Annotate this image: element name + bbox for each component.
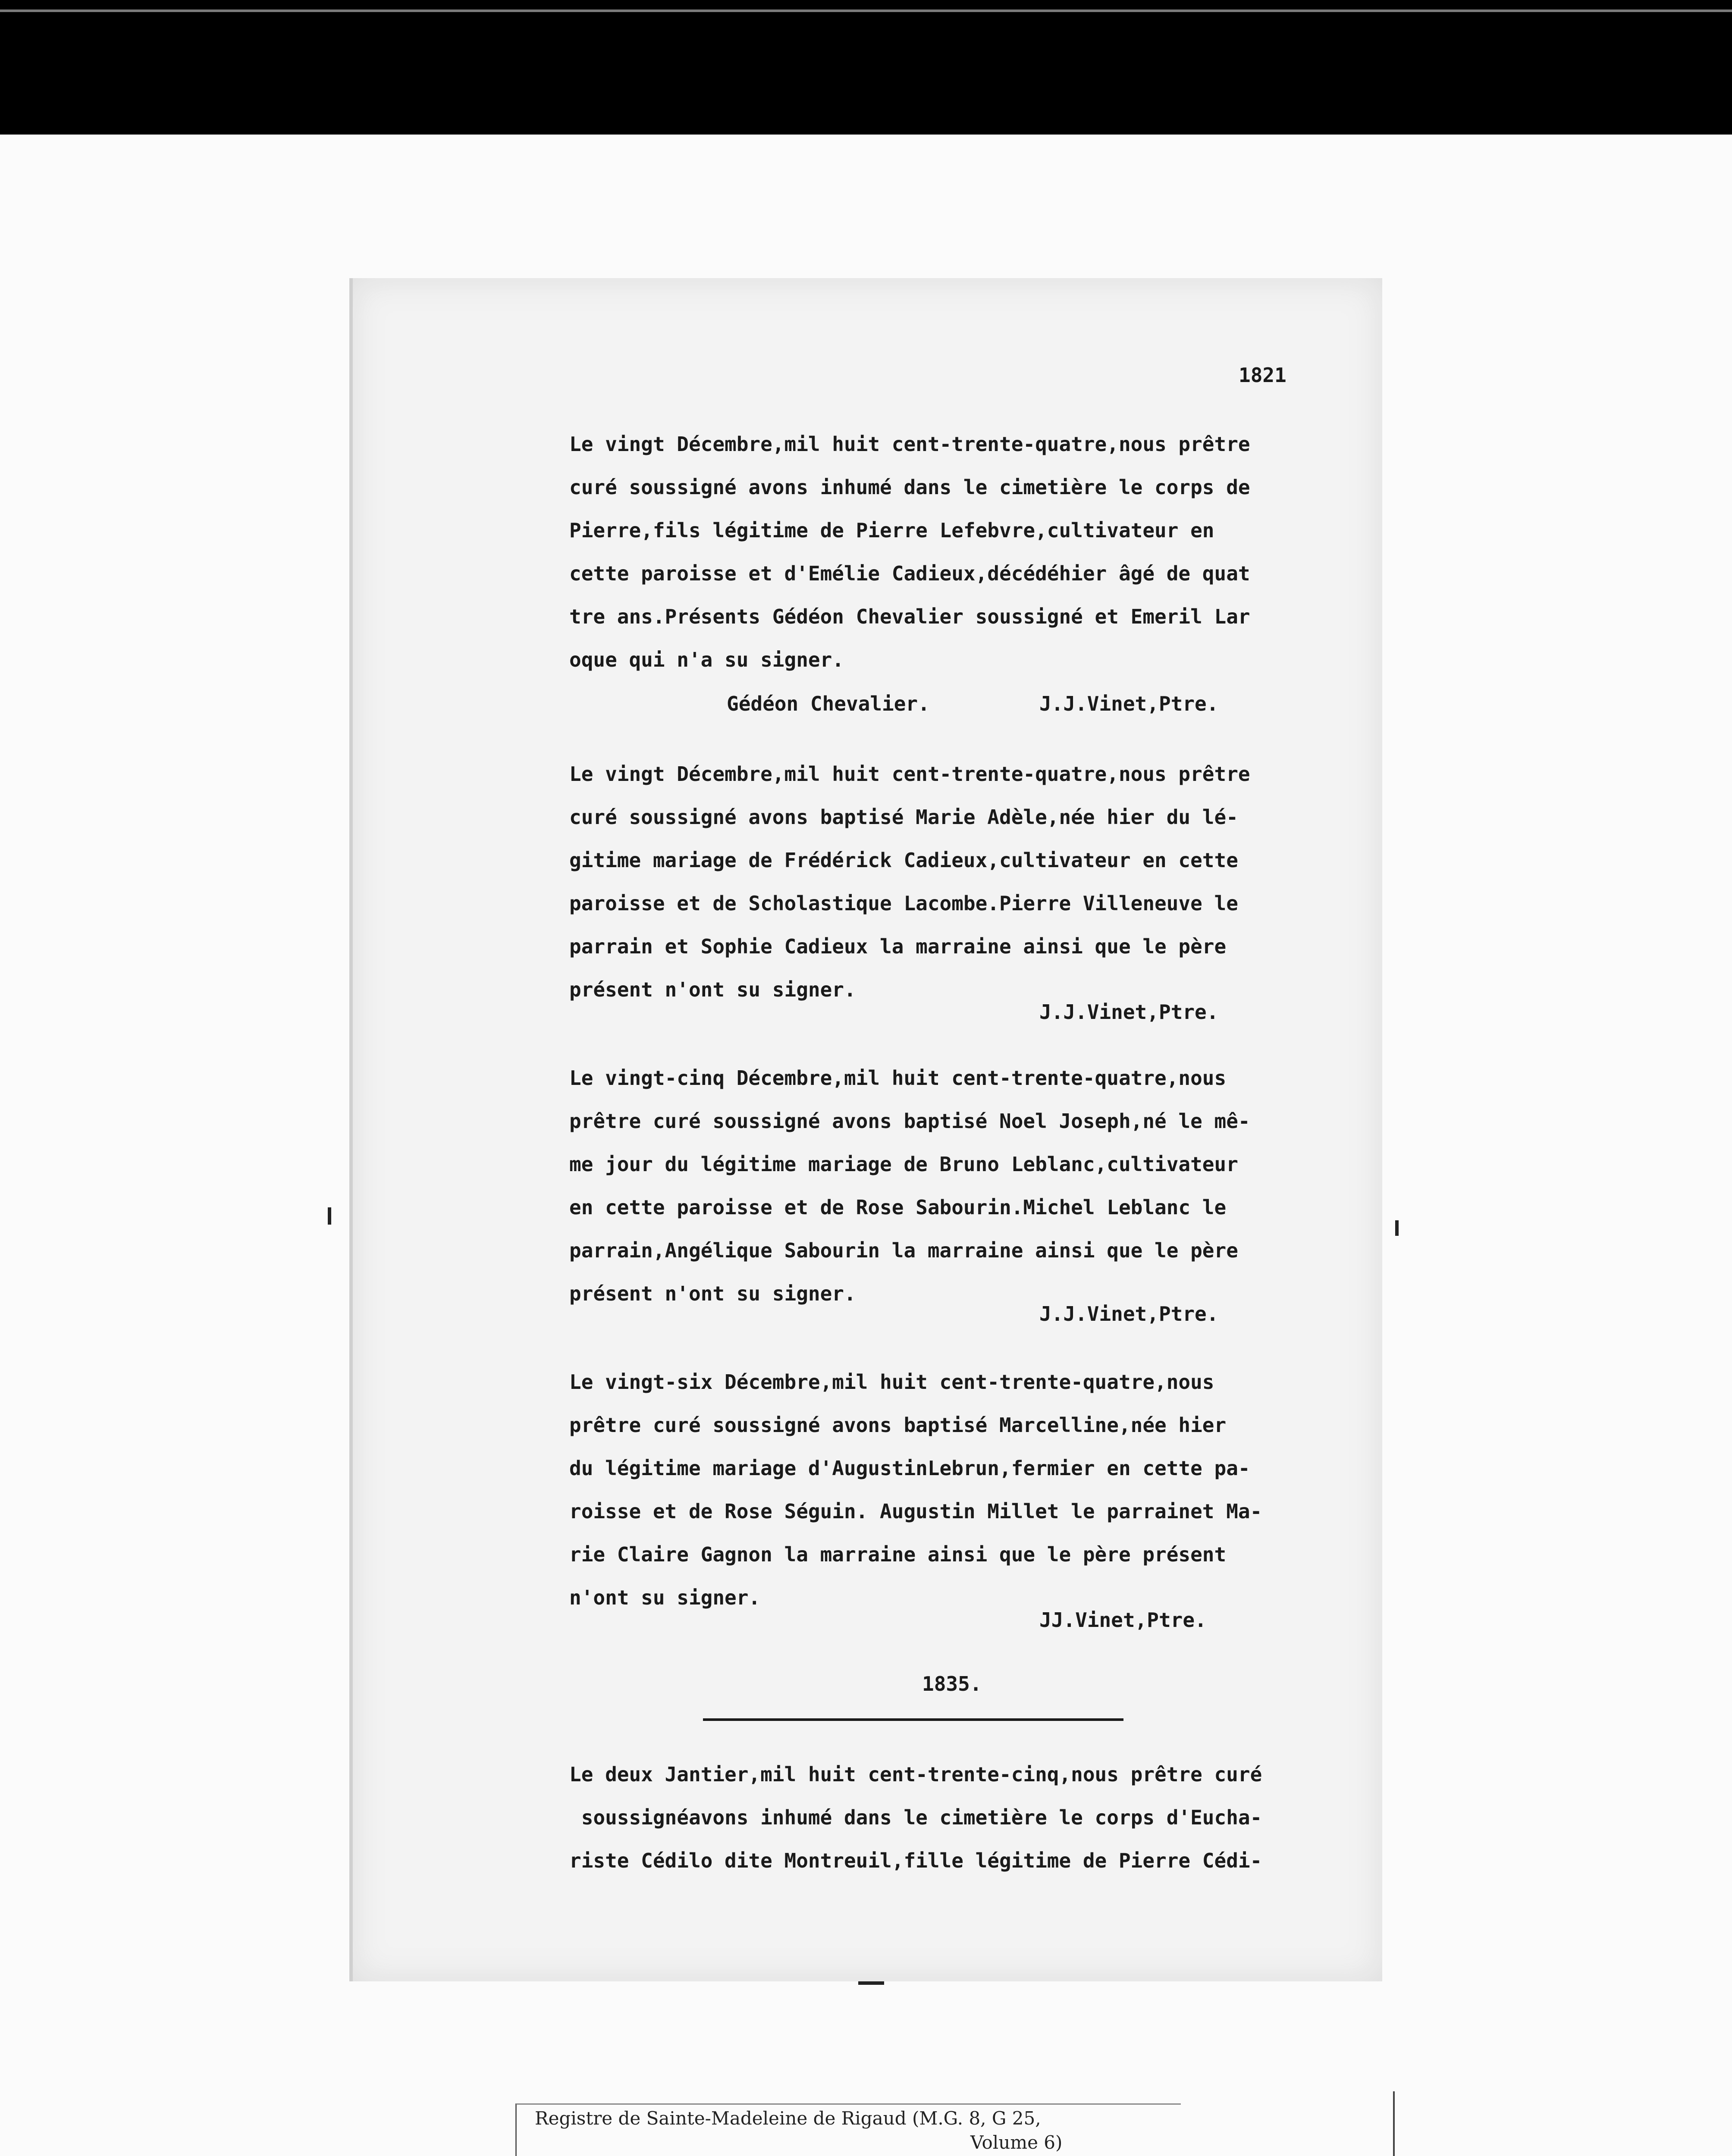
entry-line: prêtre curé soussigné avons baptisé Noel Joseph,né le mê- <box>569 1109 1250 1133</box>
entry-line: en cette paroisse et de Rose Sabourin.Michel Leblanc le <box>569 1196 1227 1219</box>
year-underline <box>703 1718 1123 1721</box>
entry-line: cette paroisse et d'Emélie Cadieux,décédéhier âgé de quat <box>569 562 1250 585</box>
priest-signature: J.J.Vinet,Ptre. <box>1039 1000 1219 1024</box>
entry-line: soussignéavons inhumé dans le cimetière le corps d'Eucha- <box>569 1806 1262 1829</box>
witness-signature: Gédéon Chevalier. <box>727 692 930 715</box>
register-entry <box>569 423 1250 681</box>
register-entry <box>569 752 1250 1011</box>
film-speck <box>328 1207 331 1225</box>
register-entry <box>569 1056 1250 1315</box>
entry-line: présent n'ont su signer. <box>569 1282 856 1305</box>
caption-line: Registre de Sainte-Madeleine de Rigaud (M.G. 8, G 25, <box>535 2108 1041 2129</box>
caption-line: Volume 6) <box>970 2132 1063 2153</box>
entry-line: Le deux Jantier,mil huit cent-trente-cinq,nous prêtre curé <box>569 1763 1262 1786</box>
entry-line: curé soussigné avons inhumé dans le cimetière le corps de <box>569 476 1250 499</box>
priest-signature: J.J.Vinet,Ptre. <box>1039 692 1219 715</box>
register-entry <box>569 1753 1262 1882</box>
entry-line: Le vingt Décembre,mil huit cent-trente-quatre,nous prêtre <box>569 432 1250 456</box>
entry-line: Le vingt-six Décembre,mil huit cent-trente-quatre,nous <box>569 1370 1214 1394</box>
entry-line: parrain et Sophie Cadieux la marraine ainsi que le père <box>569 935 1227 958</box>
entry-line: prêtre curé soussigné avons baptisé Marcelline,née hier <box>569 1413 1227 1437</box>
film-speck <box>1395 1220 1399 1236</box>
archive-caption <box>535 2106 1062 2155</box>
page-number: 1821 <box>1239 364 1286 387</box>
register-entry <box>569 1360 1262 1619</box>
entry-line: Pierre,fils légitime de Pierre Lefebvre,cultivateur en <box>569 519 1214 542</box>
priest-signature: JJ.Vinet,Ptre. <box>1039 1608 1207 1632</box>
entry-line: curé soussigné avons baptisé Marie Adèle,née hier du lé- <box>569 805 1238 829</box>
entry-line: paroisse et de Scholastique Lacombe.Pierre Villeneuve le <box>569 892 1238 915</box>
entry-line: riste Cédilo dite Montreuil,fille légitime de Pierre Cédi- <box>569 1849 1262 1872</box>
entry-line: n'ont su signer. <box>569 1586 761 1609</box>
entry-line: gitime mariage de Frédérick Cadieux,cultivateur en cette <box>569 849 1238 872</box>
entry-line: oque qui n'a su signer. <box>569 648 844 671</box>
entry-line: Le vingt-cinq Décembre,mil huit cent-trente-quatre,nous <box>569 1066 1227 1090</box>
entry-line: tre ans.Présents Gédéon Chevalier soussigné et Emeril Lar <box>569 605 1250 628</box>
entry-line: Le vingt Décembre,mil huit cent-trente-quatre,nous prêtre <box>569 762 1250 786</box>
entry-line: me jour du légitime mariage de Bruno Leblanc,cultivateur <box>569 1153 1238 1176</box>
entry-line: parrain,Angélique Sabourin la marraine ainsi que le père <box>569 1239 1238 1262</box>
entry-line: du légitime mariage d'AugustinLebrun,fermier en cette pa- <box>569 1457 1250 1480</box>
priest-signature: J.J.Vinet,Ptre. <box>1039 1302 1219 1326</box>
entry-line: présent n'ont su signer. <box>569 978 856 1001</box>
film-speck <box>858 1981 884 1985</box>
entry-line: rie Claire Gagnon la marraine ainsi que le père présent <box>569 1543 1227 1566</box>
entry-line: roisse et de Rose Séguin. Augustin Millet le parrainet Ma- <box>569 1500 1262 1523</box>
frame-edge <box>1393 2091 1395 2156</box>
year-heading: 1835. <box>922 1672 982 1695</box>
film-edge-line <box>0 9 1732 12</box>
page-edge <box>349 278 353 1981</box>
